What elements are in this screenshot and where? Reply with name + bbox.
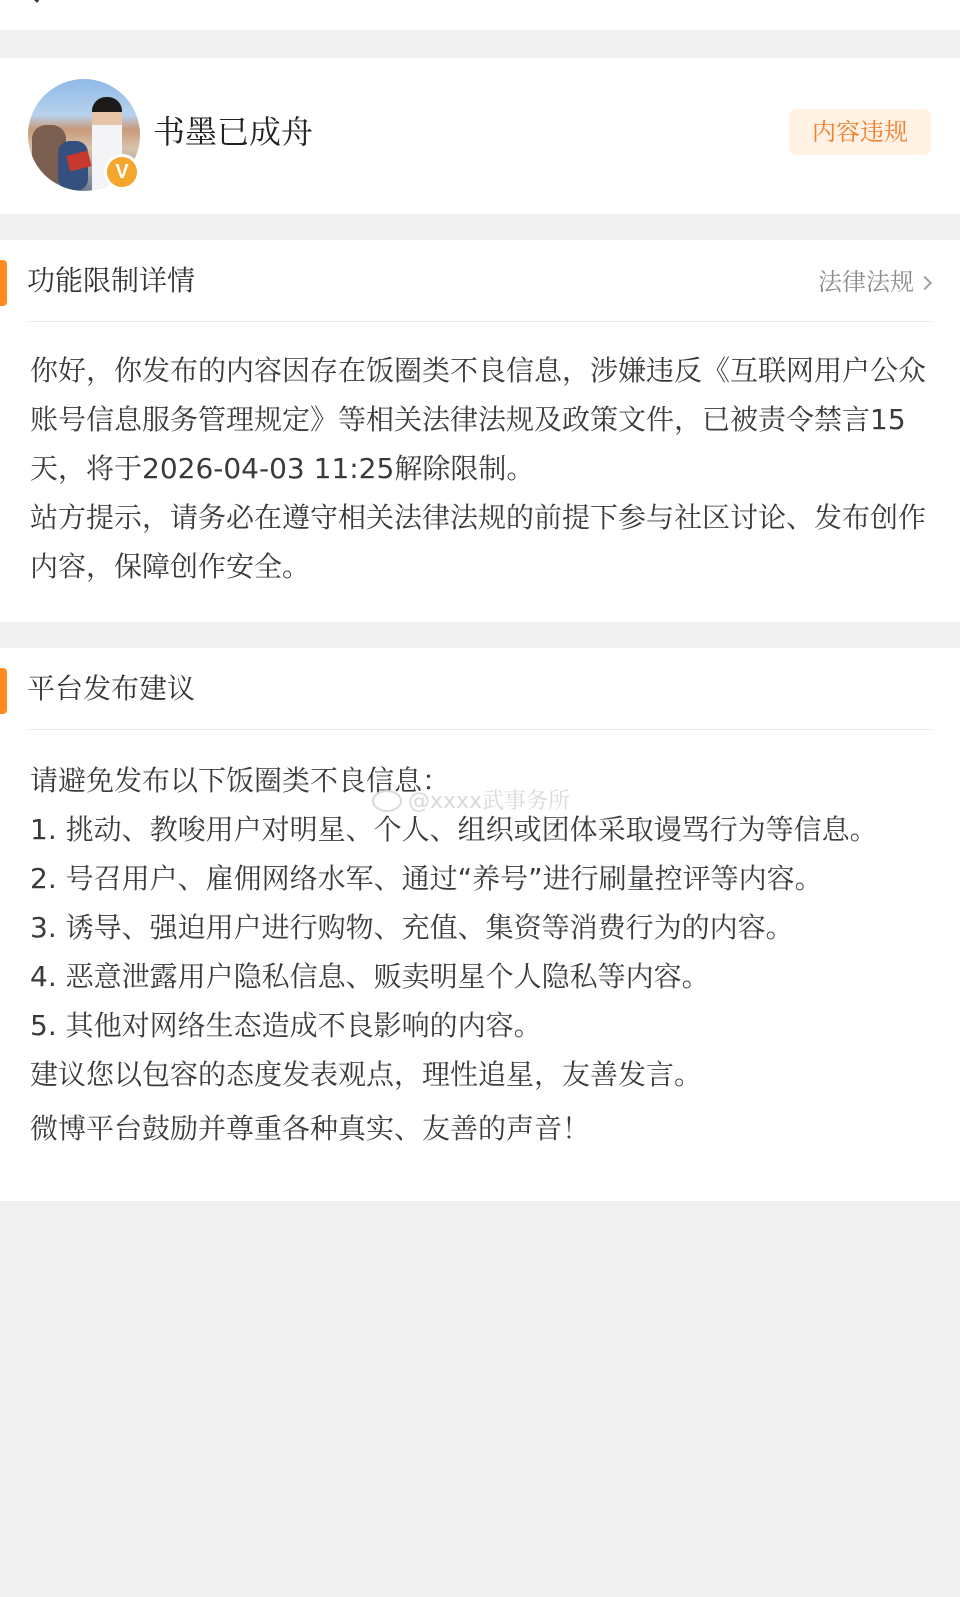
back-icon[interactable] <box>27 0 47 3</box>
advice-header <box>0 648 960 730</box>
list-item: 5. 其他对网络生态造成不良影响的内容。 <box>30 1009 542 1042</box>
advice-closing: 建议您以包容的态度发表观点，理性追星，友善发言。 <box>30 1058 703 1091</box>
advice-intro: 请避免发布以下饭圈类不良信息： <box>30 764 451 797</box>
section-title: 功能限制详情 <box>27 264 196 297</box>
divider <box>27 321 933 322</box>
username[interactable]: 书墨已成舟 <box>153 113 314 151</box>
section-accent-bar <box>0 260 7 306</box>
list-item: 2. 号召用户、雇佣网络水军、通过“养号”进行刷量控评等内容。 <box>30 862 823 895</box>
laws-link-label: 法律法规 <box>818 268 914 296</box>
watermark-text: @xxxx武事务所 <box>408 789 571 814</box>
divider <box>27 729 933 730</box>
restriction-notice: 你好，你发布的内容因存在饭圈类不良信息，涉嫌违反《互联网用户公众账号信息服务管理规定》等相关法律法规及政策文件，已被责令禁言15天，将于2026-04-03 11:25解除限制。 <box>30 354 927 485</box>
top-bar <box>0 0 960 30</box>
section-accent-bar <box>0 668 7 714</box>
weibo-icon <box>372 790 402 812</box>
list-item: 3. 诱导、强迫用户进行购物、充值、集资等消费行为的内容。 <box>30 911 794 944</box>
list-item: 4. 恶意泄露用户隐私信息、贩卖明星个人隐私等内容。 <box>30 960 710 993</box>
site-tip: 站方提示，请务必在遵守相关法律法规的前提下参与社区讨论、发布创作内容，保障创作安全。 <box>30 501 927 583</box>
section-title: 平台发布建议 <box>27 672 196 705</box>
verified-badge-icon: V <box>104 154 140 190</box>
watermark <box>372 786 570 818</box>
chevron-right-icon <box>918 276 932 290</box>
user-card <box>0 58 960 214</box>
list-item: 1. 挑动、教唆用户对明星、个人、组织或团体采取谩骂行为等信息。 <box>30 813 878 846</box>
advice-card <box>0 648 960 1201</box>
laws-link[interactable] <box>818 260 930 304</box>
status-badge: 内容违规 <box>789 109 931 155</box>
advice-footer: 微博平台鼓励并尊重各种真实、友善的声音！ <box>30 1112 591 1145</box>
restriction-header <box>0 240 960 322</box>
restriction-card <box>0 240 960 622</box>
